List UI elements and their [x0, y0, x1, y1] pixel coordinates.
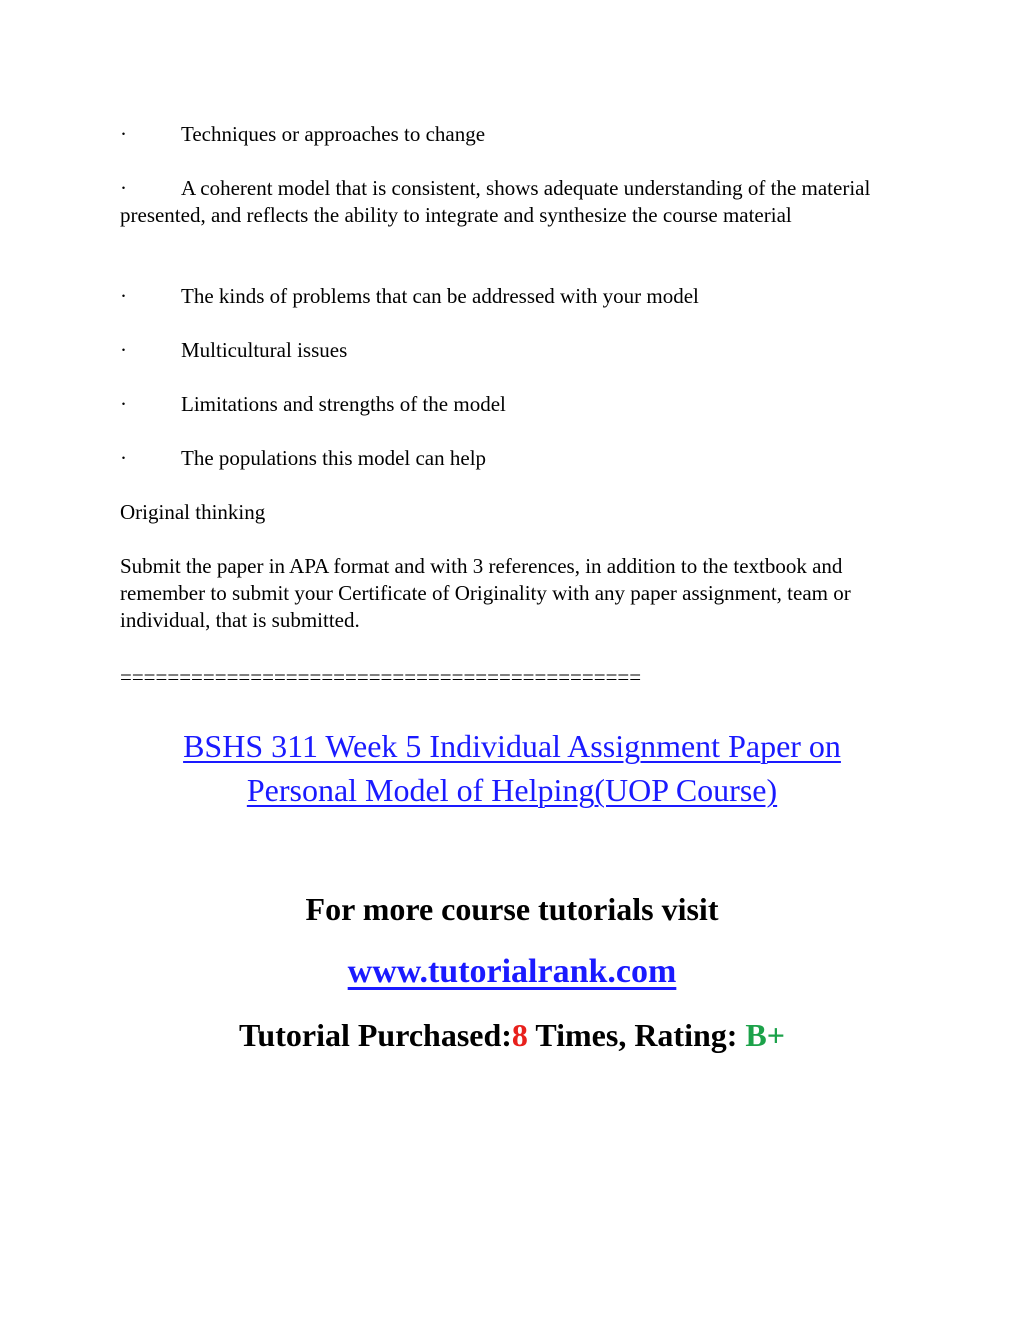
bullet-dot-icon: ·: [120, 446, 127, 470]
bullet-text: Limitations and strengths of the model: [181, 392, 506, 416]
bullet-dot-icon: ·: [120, 338, 127, 362]
bullet-dot-icon: ·: [120, 284, 127, 308]
bullet-text: Techniques or approaches to change: [181, 122, 486, 146]
rating-value: B+: [745, 1017, 785, 1053]
bullet-text: A coherent model that is consistent, shows adequate understanding of the material presented, and reflects the ability to integrate and synthesize the course material: [120, 176, 871, 227]
bullet-text: The kinds of problems that can be addressed with your model: [181, 284, 699, 308]
bullet-text: Multicultural issues: [181, 338, 348, 362]
bullet-item-1: [120, 121, 900, 148]
original-thinking-text: Original thinking: [120, 500, 266, 524]
times-rating-label: Times, Rating:: [527, 1017, 746, 1053]
visit-heading: For more course tutorials visit: [305, 891, 719, 927]
bullet-item-3: [120, 283, 900, 310]
title-link-line-2[interactable]: Personal Model of Helping(UOP Course): [246, 772, 778, 808]
purchased-label: Tutorial Purchased:: [239, 1017, 512, 1053]
bullet-dot-icon: ·: [120, 122, 127, 146]
bullet-dot-icon: ·: [120, 392, 127, 416]
bullet-item-2: [120, 175, 900, 229]
bullet-text: The populations this model can help: [181, 446, 487, 470]
assignment-title-link[interactable]: [112, 724, 912, 812]
bullet-dot-icon: ·: [120, 176, 127, 200]
bullet-item-6: [120, 445, 900, 472]
purchased-count: 8: [511, 1017, 528, 1053]
separator-line: ============================================: [120, 665, 642, 689]
title-link-line-1[interactable]: BSHS 311 Week 5 Individual Assignment Paper on: [183, 728, 841, 764]
site-link[interactable]: www.tutorialrank.com: [347, 953, 677, 990]
purchase-stats: [0, 1014, 1024, 1056]
bullet-item-5: [120, 391, 900, 418]
submit-instructions: Submit the paper in APA format and with 3 references, in addition to the textbook and remember to submit your Certificate of Originality with any paper assignment, team or individual, that is submitted.: [120, 554, 851, 632]
bullet-item-4: [120, 337, 900, 364]
